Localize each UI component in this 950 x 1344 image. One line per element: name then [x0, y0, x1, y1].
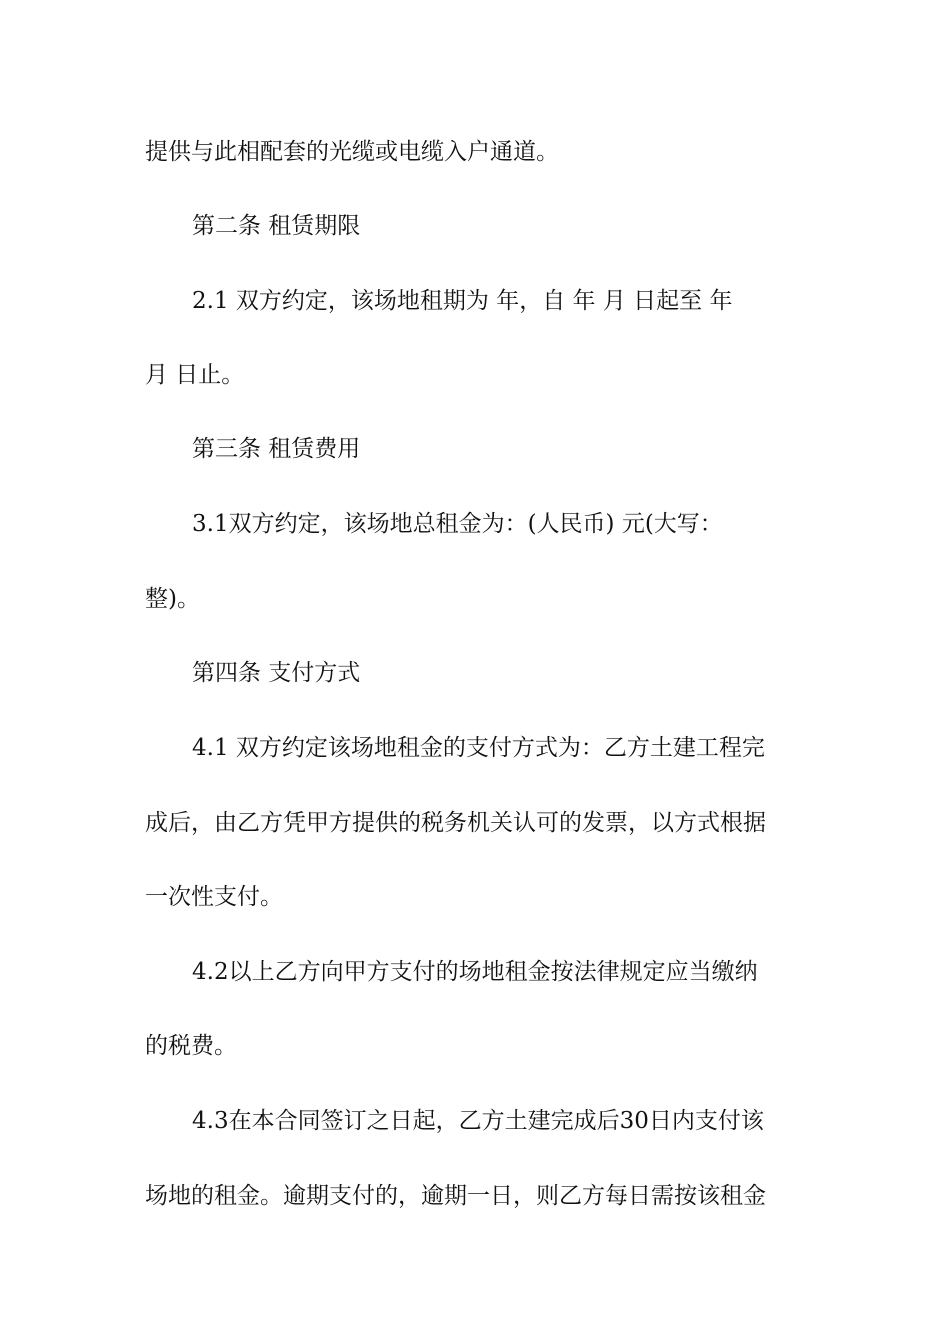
paragraph-line: 4.3在本合同签订之日起，乙方土建完成后30日内支付该 — [192, 1108, 764, 1134]
paragraph-line: 3.1双方约定，该场地总租金为：(人民币) 元(大写： — [192, 511, 723, 537]
paragraph-line: 月 日止。 — [145, 362, 245, 388]
paragraph-line: 的税费。 — [145, 1033, 237, 1059]
article-heading-lease-fee: 第三条 租赁费用 — [192, 436, 361, 462]
paragraph-line: 4.1 双方约定该场地租金的支付方式为：乙方土建工程完 — [192, 735, 765, 761]
paragraph-line: 一次性支付。 — [145, 884, 283, 910]
paragraph-line: 4.2以上乙方向甲方支付的场地租金按法律规定应当缴纳 — [192, 959, 758, 985]
article-heading-payment-method: 第四条 支付方式 — [192, 660, 361, 686]
article-heading-lease-term: 第二条 租赁期限 — [192, 213, 361, 239]
paragraph-line: 成后，由乙方凭甲方提供的税务机关认可的发票，以方式根据 — [145, 810, 766, 836]
paragraph-line: 整)。 — [145, 586, 200, 612]
paragraph-line: 2.1 双方约定，该场地租期为 年，自 年 月 日起至 年 — [192, 288, 733, 314]
paragraph-line: 场地的租金。逾期支付的，逾期一日，则乙方每日需按该租金 — [145, 1183, 766, 1209]
paragraph-line: 提供与此相配套的光缆或电缆入户通道。 — [145, 139, 559, 165]
